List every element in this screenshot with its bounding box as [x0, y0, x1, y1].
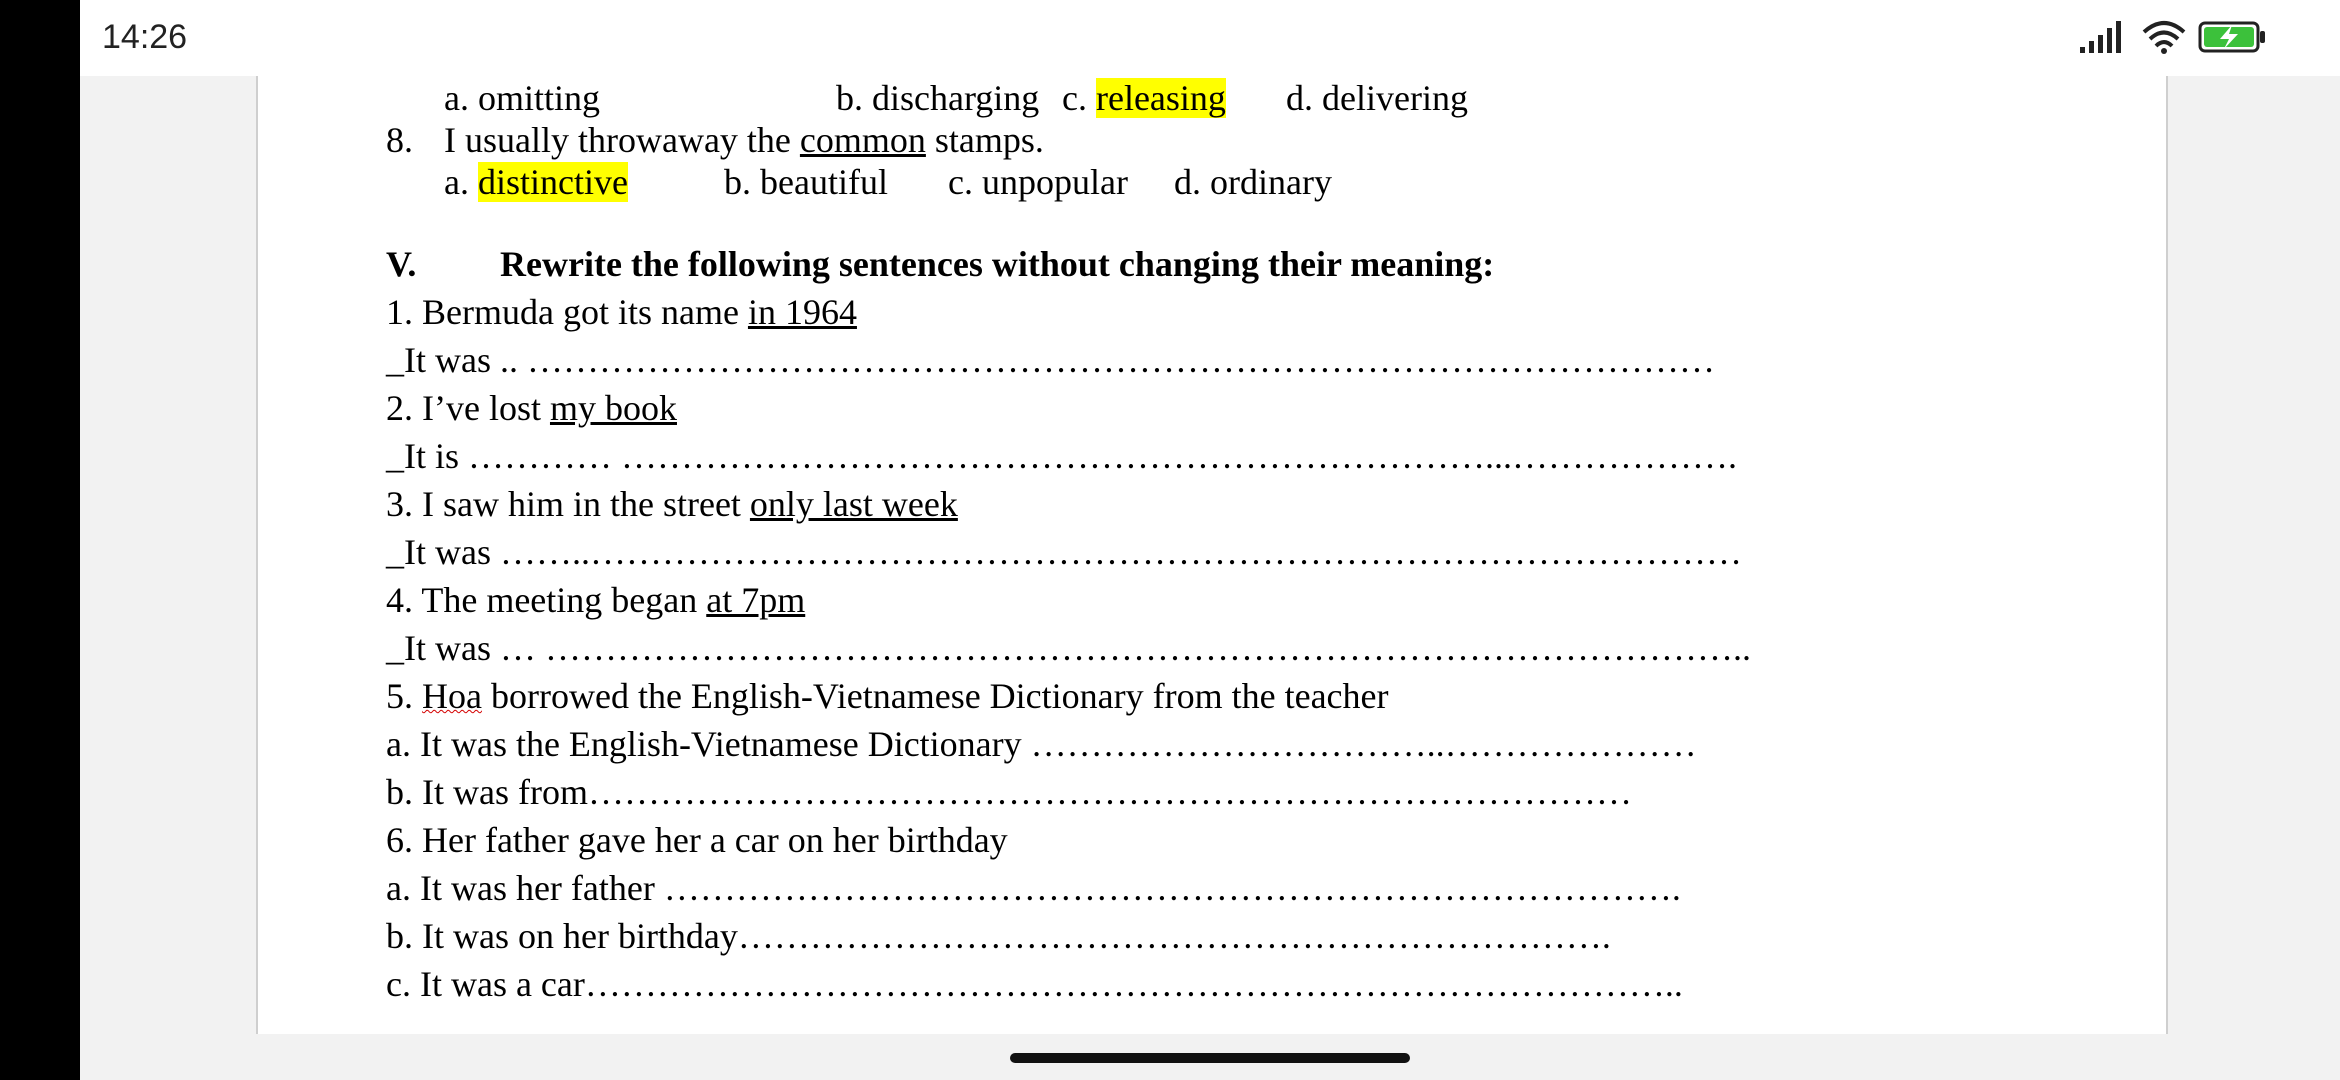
- status-bar: [80, 0, 2340, 76]
- q8-number: 8.: [386, 120, 413, 160]
- section-numeral: V.: [386, 244, 417, 284]
- q8-option-a: [444, 160, 628, 204]
- item-4-text: 4. The meeting began: [386, 580, 707, 620]
- status-clock: 14:26: [102, 18, 188, 56]
- item-3: [386, 482, 958, 526]
- item-3-answer-line: _It was ……..……………………………………………………………………………………: [386, 532, 1742, 572]
- home-indicator[interactable]: [1010, 1053, 1410, 1063]
- status-icons: [2078, 18, 2268, 56]
- item-6-answer-a: a. It was her father ………………………………………………………………………….: [386, 868, 1681, 908]
- left-system-bar: [0, 0, 80, 1080]
- item-6: 6. Her father gave her a car on her birthday: [386, 820, 1008, 860]
- item-5-answer-a: a. It was the English-Vietnamese Dictionary ……………………………..…………………: [386, 724, 1697, 764]
- item-2: [386, 386, 677, 430]
- item-1-text: 1. Bermuda got its name: [386, 292, 748, 332]
- q8-underlined-word: common: [799, 120, 926, 160]
- item-5-answer-b: b. It was from……………………………………………………………………………: [386, 772, 1632, 812]
- q7-option-a: a. omitting: [444, 78, 600, 118]
- section-heading: Rewrite the following sentences without changing their meaning:: [500, 244, 1495, 284]
- q8-option-d: d. ordinary: [1174, 162, 1332, 202]
- q7-option-c: [1062, 76, 1226, 120]
- item-5-spellcheck-word: Hoa: [422, 676, 482, 716]
- q7-option-d: d. delivering: [1286, 78, 1468, 118]
- q7-option-c-highlighted: releasing: [1095, 78, 1226, 118]
- item-2-answer-line: _It is ………… ………………………………………………………………...……………….: [386, 436, 1738, 476]
- item-5-number: 5.: [386, 676, 422, 716]
- q7-option-c-prefix: c.: [1062, 78, 1096, 118]
- q8-text-before: I usually throwaway the: [444, 120, 800, 160]
- item-4: [386, 578, 805, 622]
- battery-charging-icon: [2198, 19, 2268, 55]
- item-3-underlined: only last week: [749, 484, 958, 524]
- q8-text: [444, 118, 1044, 162]
- q8-text-after: stamps.: [925, 120, 1044, 160]
- item-2-underlined: my book: [549, 388, 677, 428]
- item-3-text: 3. I saw him in the street: [386, 484, 750, 524]
- item-5: [386, 674, 1389, 718]
- wifi-icon: [2140, 18, 2188, 56]
- item-6-answer-c: c. It was a car………………………………………………………………………………..: [386, 964, 1683, 1004]
- signal-icon: [2078, 19, 2130, 55]
- item-1-answer-line: _It was .. ………………………………………………………………………………………: [386, 340, 1715, 380]
- item-6-answer-b: b. It was on her birthday……………………………………………………………….: [386, 916, 1611, 956]
- q8-option-c: c. unpopular: [948, 162, 1128, 202]
- item-2-text: 2. I’ve lost: [386, 388, 550, 428]
- item-4-underlined: at 7pm: [706, 580, 806, 620]
- q8-option-a-highlighted: distinctive: [477, 162, 628, 202]
- item-1: [386, 290, 857, 334]
- q8-option-b: b. beautiful: [724, 162, 888, 202]
- q8-option-a-prefix: a.: [444, 162, 478, 202]
- item-1-underlined: in 1964: [747, 292, 857, 332]
- item-5-text: borrowed the English-Vietnamese Dictionary from the teacher: [481, 676, 1389, 716]
- item-4-answer-line: _It was … ………………………………………………………………………………………..: [386, 628, 1751, 668]
- q7-option-b: b. discharging: [836, 78, 1040, 118]
